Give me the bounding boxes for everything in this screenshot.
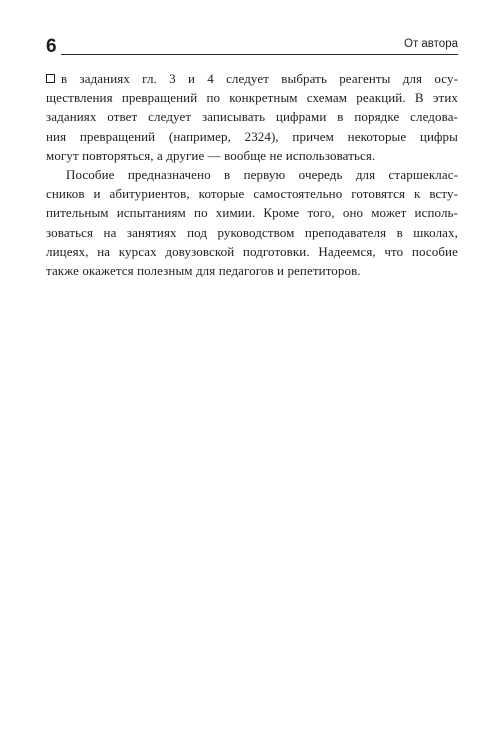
text-line: ществления превращений по конкретным схемам реакций. В этих: [46, 90, 458, 106]
text-line: заданиях ответ следует записывать цифрами в порядке следова-: [46, 109, 458, 125]
paragraph-answer-format: [46, 69, 458, 165]
text-line: сников и абитуриентов, которые самостоятельно готовятся к всту-: [46, 186, 458, 202]
page-number: 6: [46, 36, 57, 57]
checkbox-icon: [46, 74, 55, 83]
text-line: также окажется полезным для педагогов и репетиторов.: [46, 262, 361, 278]
text-line: могут повторяться, а другие — вообще не использоваться.: [46, 147, 376, 163]
page-header: [46, 36, 458, 58]
text-line: пительным испытаниям по химии. Кроме того, оно может исполь-: [46, 205, 458, 221]
body-text: [46, 69, 458, 280]
running-head-title: От автора: [398, 37, 458, 51]
paragraph-audience: [46, 165, 458, 280]
text-line: лицеях, на курсах довузовской подготовки. Надеемся, что пособие: [46, 243, 458, 259]
text-line-content: в заданиях гл. 3 и 4 следует выбрать реагенты для осу-: [61, 71, 458, 86]
header-rule: [61, 54, 458, 55]
text-line: [46, 69, 458, 88]
text-line: зоваться на занятиях под руководством преподавателя в школах,: [46, 224, 458, 240]
text-line: ния превращений (например, 2324), причем некоторые цифры: [46, 128, 458, 144]
text-line: Пособие предназначено в первую очередь для старшеклас-: [66, 166, 458, 182]
